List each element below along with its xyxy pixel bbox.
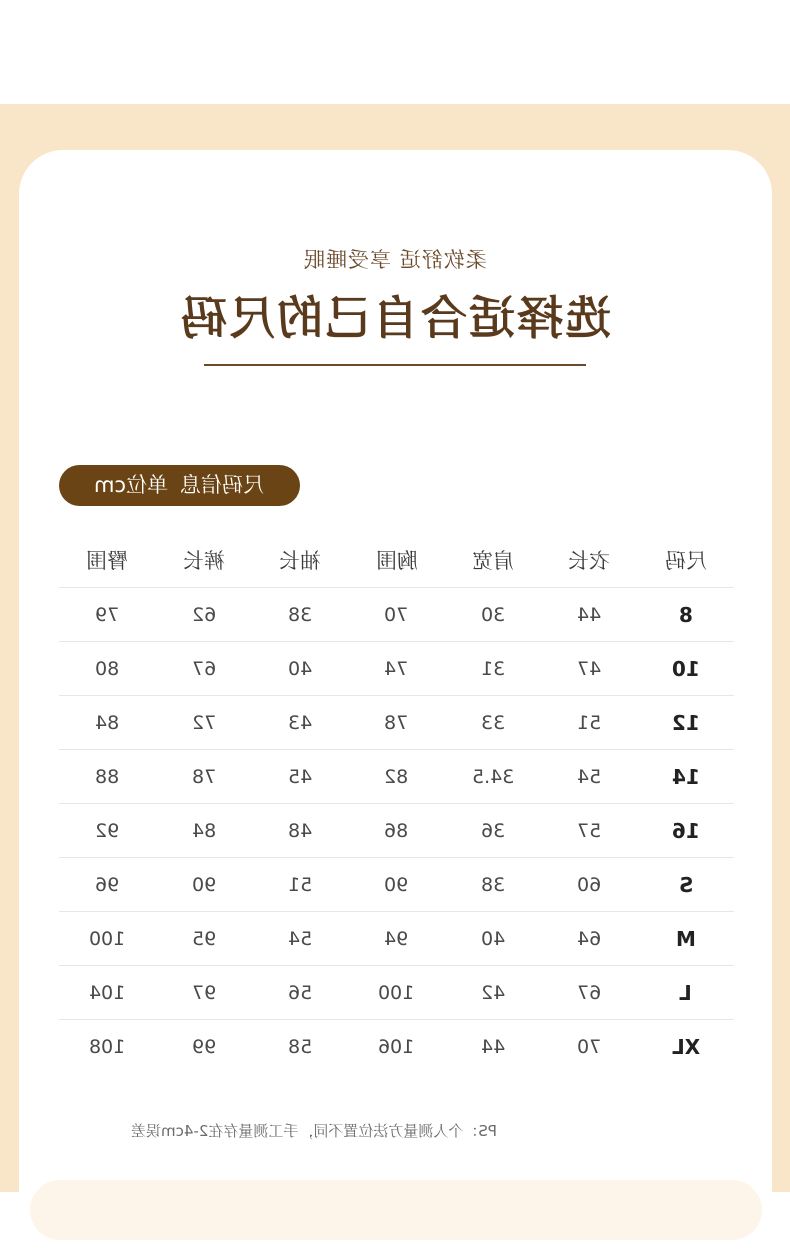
column-header: [59, 545, 155, 575]
size-cell: [638, 657, 734, 681]
measurement-cell: [155, 820, 251, 842]
cell-value: 86: [384, 819, 409, 842]
measurement-cell: [541, 820, 637, 842]
size-info-badge-content: [88, 465, 270, 506]
column-header-text: 肩宽: [471, 549, 514, 573]
cell-value: 31: [480, 657, 506, 680]
measurement-cell: [252, 604, 348, 626]
size-table: [59, 533, 734, 1073]
top-blank-area: [0, 0, 790, 104]
table-row: [59, 912, 734, 966]
measurement-cell: [348, 928, 444, 950]
cell-value: 38: [288, 603, 313, 626]
unit-label: 单位cm: [94, 473, 169, 497]
subtitle: [0, 244, 790, 274]
column-header: [638, 545, 734, 575]
measurement-cell: [252, 1036, 348, 1058]
cell-value: 82: [384, 765, 409, 788]
cell-value: 10: [671, 656, 700, 681]
cell-value: 60: [577, 873, 602, 896]
cell-value: 47: [577, 657, 602, 680]
cell-value: 45: [288, 765, 313, 788]
measurement-cell: [252, 928, 348, 950]
cell-value: 84: [95, 711, 120, 734]
cell-value: 51: [288, 873, 313, 896]
column-header-text: 尺码: [664, 549, 707, 573]
cell-value: 12: [671, 710, 700, 735]
size-cell: [638, 819, 734, 843]
column-header: [445, 545, 541, 575]
measurement-cell: [541, 604, 637, 626]
measurement-cell: [445, 982, 541, 1004]
measurement-note: [108, 1120, 520, 1141]
cell-value: 54: [288, 927, 313, 950]
page-title: [0, 282, 790, 348]
measurement-cell: [541, 928, 637, 950]
cell-value: 51: [577, 711, 602, 734]
table-row: [59, 750, 734, 804]
cell-value: 95: [191, 927, 216, 950]
measurement-cell: [445, 1036, 541, 1058]
measurement-cell: [252, 658, 348, 680]
cell-value: 100: [89, 927, 126, 950]
cell-value: 43: [288, 711, 313, 734]
table-row: [59, 588, 734, 642]
column-header: [155, 545, 251, 575]
cell-value: 80: [95, 657, 120, 680]
cell-value: 56: [288, 981, 313, 1004]
size-cell: [638, 927, 734, 951]
cell-value: S: [678, 872, 693, 897]
table-row: [59, 1020, 734, 1073]
next-section-card: [30, 1180, 762, 1240]
cell-value: 90: [384, 873, 409, 896]
cell-value: 44: [480, 1035, 506, 1058]
measurement-cell: [59, 820, 155, 842]
table-header-row: [59, 533, 734, 588]
column-header-text: 裤长: [182, 549, 225, 573]
measurement-cell: [445, 658, 541, 680]
measurement-cell: [155, 712, 251, 734]
cell-value: 34.5: [471, 765, 515, 788]
cell-value: 57: [577, 819, 602, 842]
table-row: [59, 696, 734, 750]
measurement-cell: [252, 982, 348, 1004]
cell-value: 92: [95, 819, 120, 842]
measurement-cell: [541, 766, 637, 788]
measurement-cell: [541, 1036, 637, 1058]
cell-value: 104: [89, 981, 126, 1004]
cell-value: 16: [671, 818, 700, 843]
measurement-cell: [155, 766, 251, 788]
table-row: [59, 804, 734, 858]
measurement-cell: [59, 658, 155, 680]
cell-value: 99: [191, 1035, 216, 1058]
cell-value: 100: [378, 981, 415, 1004]
cell-value: 30: [480, 603, 506, 626]
measurement-cell: [59, 928, 155, 950]
size-cell: [638, 873, 734, 897]
size-cell: [638, 711, 734, 735]
measurement-cell: [348, 982, 444, 1004]
measurement-cell: [445, 604, 541, 626]
measurement-cell: [59, 766, 155, 788]
cell-value: 42: [480, 981, 506, 1004]
measurement-cell: [155, 982, 251, 1004]
measurement-cell: [541, 712, 637, 734]
cell-value: 38: [480, 873, 506, 896]
measurement-cell: [348, 604, 444, 626]
measurement-cell: [155, 604, 251, 626]
cell-value: 54: [577, 765, 602, 788]
table-row: [59, 966, 734, 1020]
measurement-cell: [445, 874, 541, 896]
measurement-cell: [445, 928, 541, 950]
cell-value: 106: [378, 1035, 415, 1058]
cell-value: 84: [191, 819, 216, 842]
measurement-cell: [348, 766, 444, 788]
measurement-cell: [541, 874, 637, 896]
measurement-cell: [252, 766, 348, 788]
size-info-label: 尺码信息: [180, 473, 265, 497]
table-body: [59, 588, 734, 1073]
page-title-text: 选择适合自己的尺码: [179, 291, 611, 345]
size-cell: [638, 603, 734, 627]
measurement-cell: [445, 820, 541, 842]
measurement-cell: [59, 1036, 155, 1058]
measurement-cell: [59, 712, 155, 734]
size-info-badge: [59, 465, 300, 506]
measurement-cell: [541, 982, 637, 1004]
measurement-cell: [348, 712, 444, 734]
measurement-cell: [59, 604, 155, 626]
cell-value: 96: [95, 873, 120, 896]
column-header-text: 臀围: [86, 549, 129, 573]
table-row: [59, 642, 734, 696]
subtitle-text: 柔软舒适 享受睡眠: [303, 248, 487, 272]
size-cell: [638, 765, 734, 789]
title-divider: [204, 364, 586, 366]
column-header-text: 衣长: [568, 549, 611, 573]
column-header-text: 胸围: [375, 549, 418, 573]
measurement-cell: [155, 874, 251, 896]
measurement-cell: [155, 658, 251, 680]
cell-value: 40: [480, 927, 506, 950]
measurement-cell: [348, 1036, 444, 1058]
measurement-cell: [348, 658, 444, 680]
cell-value: 36: [480, 819, 506, 842]
measurement-cell: [59, 874, 155, 896]
column-header: [541, 545, 637, 575]
cell-value: 64: [577, 927, 602, 950]
cell-value: M: [675, 926, 696, 951]
measurement-cell: [541, 658, 637, 680]
cell-value: 94: [384, 927, 409, 950]
cell-value: 97: [191, 981, 216, 1004]
cell-value: 88: [95, 765, 120, 788]
measurement-cell: [348, 820, 444, 842]
measurement-cell: [155, 1036, 251, 1058]
measurement-cell: [348, 874, 444, 896]
measurement-cell: [252, 874, 348, 896]
table-row: [59, 858, 734, 912]
measurement-cell: [445, 766, 541, 788]
cell-value: 58: [288, 1035, 313, 1058]
cell-value: 74: [384, 657, 409, 680]
cell-value: 48: [288, 819, 313, 842]
cell-value: 70: [384, 603, 409, 626]
cell-value: 40: [288, 657, 313, 680]
cell-value: 62: [191, 603, 216, 626]
cell-value: L: [679, 980, 693, 1005]
measurement-cell: [445, 712, 541, 734]
cell-value: 108: [89, 1035, 126, 1058]
cell-value: 67: [577, 981, 602, 1004]
cell-value: 78: [191, 765, 216, 788]
cell-value: 79: [95, 603, 120, 626]
size-cell: [638, 981, 734, 1005]
cell-value: XL: [671, 1034, 700, 1059]
measurement-cell: [252, 820, 348, 842]
column-header: [252, 545, 348, 575]
cell-value: 8: [678, 602, 693, 627]
cell-value: 90: [191, 873, 216, 896]
cell-value: 78: [384, 711, 409, 734]
measurement-cell: [155, 928, 251, 950]
cell-value: 72: [191, 711, 216, 734]
cell-value: 14: [671, 764, 700, 789]
measurement-note-text: PS：个人测量方法位置不同，手工测量存在2-4cm误差: [131, 1122, 497, 1140]
size-cell: [638, 1035, 734, 1059]
column-header: [348, 545, 444, 575]
cell-value: 70: [577, 1035, 602, 1058]
cell-value: 67: [191, 657, 216, 680]
cell-value: 44: [577, 603, 602, 626]
measurement-cell: [59, 982, 155, 1004]
column-header-text: 袖长: [279, 549, 322, 573]
cell-value: 33: [480, 711, 506, 734]
measurement-cell: [252, 712, 348, 734]
